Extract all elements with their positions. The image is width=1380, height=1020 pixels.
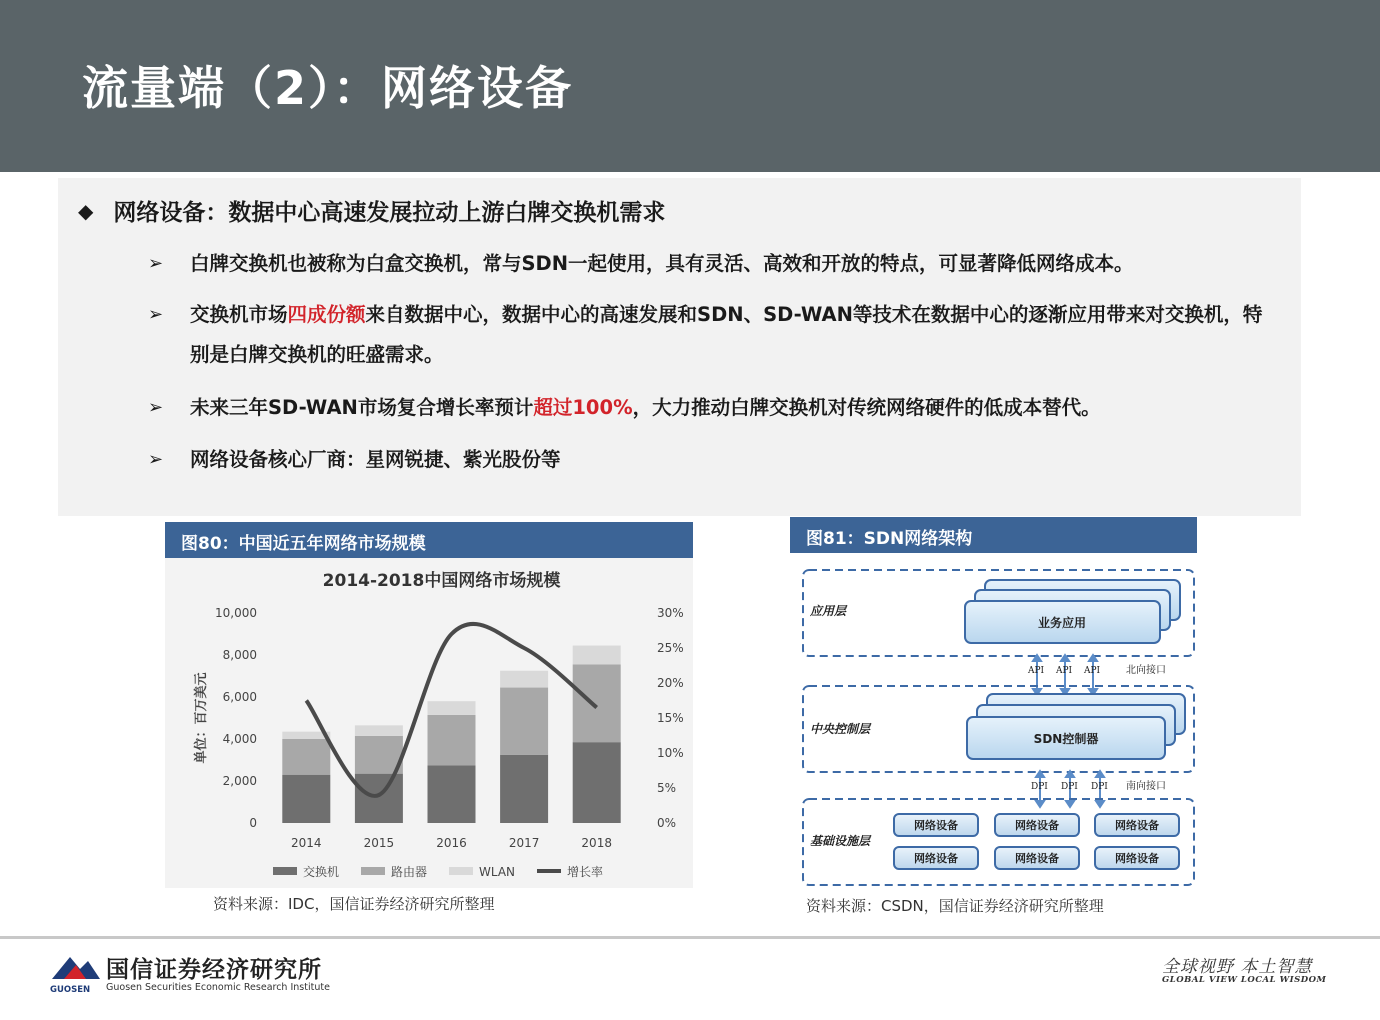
legend-swatch — [449, 867, 473, 875]
bar-segment — [500, 688, 548, 755]
y-tick-label: 8,000 — [222, 648, 257, 662]
figure81-diagram-area — [790, 553, 1197, 893]
y2-tick-label: 10% — [657, 746, 684, 760]
infra-layer-label: 基础设施层 — [810, 834, 871, 848]
y2-tick-label: 30% — [657, 606, 684, 620]
arrow-bullet-icon: ➢ — [148, 449, 164, 470]
bar-segment — [282, 739, 330, 775]
diamond-bullet-icon: ◆ — [78, 198, 94, 223]
figure80-chart-area — [165, 558, 693, 888]
south-arrow-label: DPI — [1031, 782, 1048, 792]
x-tick-label: 2017 — [508, 836, 540, 850]
north-arrow-label: API — [1056, 666, 1073, 676]
north-arrow-label: API — [1084, 666, 1101, 676]
bar-segment — [500, 671, 548, 688]
figure81-source: 资料来源：CSDN，国信证券经济研究所整理 — [806, 897, 1104, 915]
brand-name-en: Guosen Securities Economic Research Institute — [106, 982, 330, 993]
text-segment: 来自数据中心，数据中心的高速发展和SDN、SD-WAN等技术在数据中心的逐渐应用带来对交换机，特别是白牌交换机的旺盛需求。 — [190, 303, 1263, 366]
y-axis-label: 单位：百万美元 — [194, 672, 209, 764]
page-header — [0, 0, 1380, 172]
sub-bullet-2 — [148, 295, 1278, 375]
bar-segment — [573, 646, 621, 665]
highlight-text: 超过100% — [533, 396, 633, 419]
bar-segment — [500, 755, 548, 823]
y2-tick-label: 0% — [657, 816, 677, 830]
y2-tick-label: 20% — [657, 676, 684, 690]
sub-bullet-1 — [148, 244, 1278, 284]
highlight-text: 四成份额 — [287, 303, 366, 326]
chart-title: 2014-2018中国网络市场规模 — [322, 571, 561, 591]
controller-box-label: SDN控制器 — [1033, 732, 1099, 746]
text-segment: 未来三年SD-WAN市场复合增长率预计 — [190, 396, 534, 419]
brand-short-name: GUOSEN — [50, 985, 91, 995]
footer-divider — [0, 936, 1380, 939]
bar-segment — [428, 715, 476, 765]
bar-segment — [428, 701, 476, 715]
network-device-label: 网络设备 — [1015, 852, 1059, 865]
control-layer-label: 中央控制层 — [810, 722, 871, 736]
market-size-chart — [165, 558, 693, 888]
sub-bullet-text: 网络设备核心厂商：星网锐捷、紫光股份等 — [190, 448, 561, 471]
x-tick-label: 2015 — [363, 836, 395, 850]
southbound-interface-label: 南向接口 — [1126, 781, 1166, 792]
legend-label: WLAN — [479, 865, 516, 879]
bar-segment — [428, 765, 476, 823]
guosen-logo-icon — [50, 953, 102, 985]
sub-bullet-3 — [148, 388, 1278, 428]
figure81-header: 图81：SDN网络架构 — [790, 517, 1197, 553]
x-tick-label: 2018 — [581, 836, 612, 850]
sub-bullet-text: 白牌交换机也被称为白盒交换机，常与SDN一起使用，具有灵活、高效和开放的特点，可显著降低网络成本。 — [190, 252, 1134, 275]
sub-bullet-text — [148, 295, 1278, 375]
bar-segment — [355, 725, 403, 736]
bar-segment — [355, 774, 403, 823]
figure80-header: 图80：中国近五年网络市场规模 — [165, 522, 693, 558]
figure80-source: 资料来源：IDC，国信证券经济研究所整理 — [213, 895, 495, 913]
bar-segment — [573, 664, 621, 742]
y-tick-label: 10,000 — [215, 606, 257, 620]
brand-name-cn: 国信证券经济研究所 — [106, 957, 322, 983]
bar-segment — [573, 742, 621, 823]
y2-tick-label: 25% — [657, 641, 684, 655]
y2-tick-label: 15% — [657, 711, 684, 725]
y-tick-label: 2,000 — [222, 774, 257, 788]
main-bullet-text: 网络设备：数据中心高速发展拉动上游白牌交换机需求 — [113, 200, 666, 226]
arrow-bullet-icon: ➢ — [148, 397, 164, 418]
network-device-label: 网络设备 — [914, 819, 958, 832]
legend-label: 路由器 — [391, 865, 428, 879]
network-device-label: 网络设备 — [1015, 819, 1059, 832]
network-device-label: 网络设备 — [1115, 852, 1159, 865]
y-tick-label: 0 — [249, 816, 257, 830]
sdn-architecture-diagram — [790, 553, 1197, 893]
page-title: 流量端（2）：网络设备 — [82, 61, 574, 115]
network-device-label: 网络设备 — [914, 852, 958, 865]
network-device-label: 网络设备 — [1115, 819, 1159, 832]
arrow-bullet-icon: ➢ — [148, 304, 164, 325]
y2-tick-label: 5% — [657, 781, 677, 795]
x-tick-label: 2016 — [436, 836, 467, 850]
sub-bullet-4 — [148, 440, 1278, 480]
x-tick-label: 2014 — [291, 836, 322, 850]
north-arrow-label: API — [1028, 666, 1045, 676]
arrow-bullet-icon: ➢ — [148, 253, 164, 274]
app-box-label: 业务应用 — [1037, 616, 1087, 630]
legend-swatch — [273, 867, 297, 875]
legend-label: 交换机 — [303, 865, 340, 879]
text-segment: 交换机市场 — [190, 303, 288, 326]
slogan-cn: 全球视野 本土智慧 — [1162, 957, 1313, 977]
south-arrow-label: DPI — [1061, 782, 1078, 792]
summary-box — [58, 178, 1301, 516]
slogan-en: GLOBAL VIEW LOCAL WISDOM — [1162, 975, 1327, 985]
bar-segment — [282, 775, 330, 823]
legend-swatch — [361, 867, 385, 875]
text-segment: ，大力推动白牌交换机对传统网络硬件的低成本替代。 — [632, 396, 1101, 419]
y-tick-label: 4,000 — [222, 732, 257, 746]
sub-bullet-text — [148, 388, 1278, 428]
app-layer-label: 应用层 — [810, 604, 847, 618]
legend-label: 增长率 — [567, 865, 604, 879]
northbound-interface-label: 北向接口 — [1126, 665, 1166, 676]
main-bullet — [78, 194, 665, 227]
y-tick-label: 6,000 — [222, 690, 257, 704]
south-arrow-label: DPI — [1091, 782, 1108, 792]
